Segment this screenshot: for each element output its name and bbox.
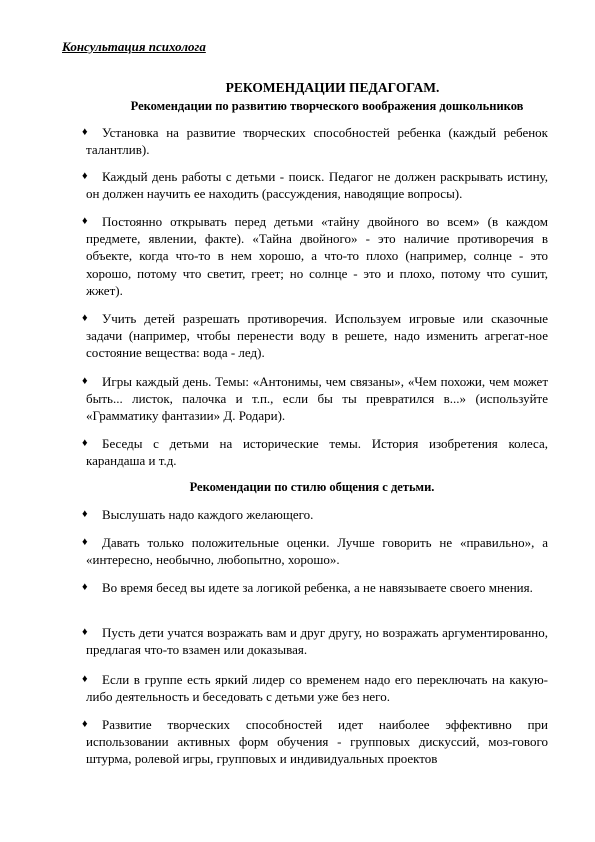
- diamond-bullet-icon: ♦: [82, 673, 88, 685]
- page-title: РЕКОМЕНДАЦИИ ПЕДАГОГАМ.: [225, 80, 440, 95]
- list-item: [82, 506, 548, 523]
- list-item-text: Беседы с детьми на исторические темы. История изобретения колеса, карандаша и т.д.: [86, 436, 548, 469]
- diamond-bullet-icon: ♦: [82, 215, 88, 227]
- list-item-text: Выслушать надо каждого желающего.: [102, 507, 314, 522]
- diamond-bullet-icon: ♦: [82, 170, 88, 182]
- diamond-bullet-icon: ♦: [82, 312, 88, 324]
- list-item-text: Пусть дети учатся возражать вам и друг другу, но возражать аргументированно, предлагая что-то взамен или доказывая.: [86, 625, 548, 658]
- list-item: [82, 435, 548, 469]
- list-item-text: Каждый день работы с детьми - поиск. Педагог не должен раскрывать истину, он должен научить ее находить (рассуждения, наводящие вопросы).: [86, 169, 548, 202]
- list-item-text: Установка на развитие творческих способностей ребенка (каждый ребенок талантлив).: [86, 125, 548, 158]
- diamond-bullet-icon: ♦: [82, 718, 88, 730]
- list-item-text: Во время бесед вы идете за логикой ребенка, а не навязываете своего мнения.: [102, 580, 533, 595]
- list-item-text: Учить детей разрешать противоречия. Используем игровые или сказочные задачи (например, чтобы перенести воду в решете, надо изменить агрегат-ное состояние вещества: вода - лед).: [86, 311, 548, 361]
- list-item-text: Если в группе есть яркий лидер со временем надо его переключать на какую-либо деятельность и беседовать с детьми уже без него.: [86, 672, 548, 705]
- list-item-text: Игры каждый день. Темы: «Антонимы, чем связаны», «Чем похожи, чем может быть... листок, палочка и т.п., если бы ты превратился в...» (используйте «Грамматику фантазии» Д. Родари).: [86, 374, 548, 424]
- consultation-label: Консультация психолога: [62, 39, 206, 54]
- section-heading-imagination: Рекомендации по развитию творческого воображения дошкольников: [130, 99, 524, 113]
- list-item: [82, 124, 548, 158]
- diamond-bullet-icon: ♦: [82, 536, 88, 548]
- diamond-bullet-icon: ♦: [82, 126, 88, 138]
- diamond-bullet-icon: ♦: [82, 508, 88, 520]
- diamond-bullet-icon: ♦: [82, 626, 88, 638]
- list-item: [82, 716, 548, 768]
- list-item: [82, 671, 548, 705]
- list-item: [82, 168, 548, 202]
- list-item-text: Развитие творческих способностей идет наиболее эффективно при использовании активных форм обучения - групповых дискуссий, моз-гового штурма, ролевой игры, групповых и индивидуальных проектов: [86, 717, 548, 767]
- list-item: [82, 579, 548, 596]
- diamond-bullet-icon: ♦: [82, 437, 88, 449]
- list-item: [82, 534, 548, 568]
- diamond-bullet-icon: ♦: [82, 375, 88, 387]
- list-item-text: Постоянно открывать перед детьми «тайну двойного во всем» (в каждом предмете, явлении, факте). «Тайна двойного» - это наличие противоречия в объекте, когда что-то в нем хорошо, а что-то плохо (например, солнце - это хорошо, потому что светит, греет; но солнце - это и плохо, потому что сушит, жжет).: [86, 214, 548, 298]
- list-item-text: Давать только положительные оценки. Лучше говорить не «правильно», а «интересно, необычно, любопытно, хорошо».: [86, 535, 548, 568]
- diamond-bullet-icon: ♦: [82, 581, 88, 593]
- list-item: [82, 373, 548, 425]
- section-heading-communication: Рекомендации по стилю общения с детьми.: [189, 480, 435, 494]
- list-item: [82, 624, 548, 658]
- list-item: [82, 213, 548, 299]
- list-item: [82, 310, 548, 362]
